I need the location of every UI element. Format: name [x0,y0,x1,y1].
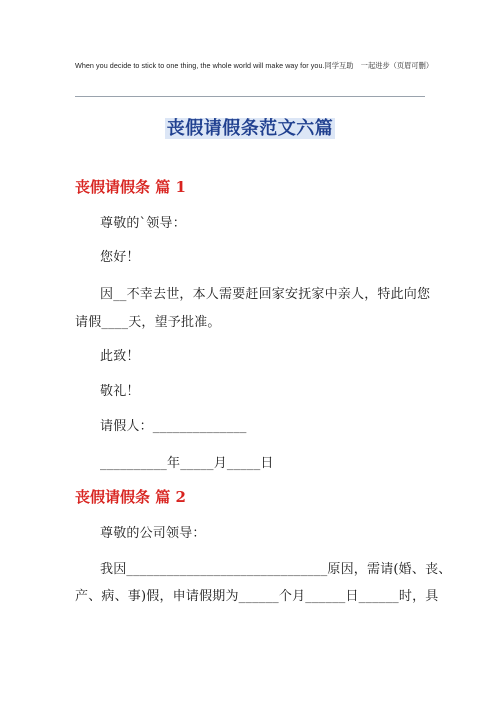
date-line: __________年_____月_____日 [100,456,274,471]
section-heading-2: 丧假请假条 篇 2 [75,488,186,506]
header-divider [75,96,425,97]
section-heading-1: 丧假请假条 篇 1 [75,178,186,196]
body-line-2: 请假____天，望予批准。 [75,315,221,330]
body-line-1: 因__不幸去世，本人需要赶回家安抚家中亲人，特此向您 [100,287,431,302]
closing-line-1: 此致！ [100,349,140,364]
closing-line-2: 敬礼！ [100,384,140,399]
page-header-text: When you decide to stick to one thing, the whole world will make way for you.同学互助 一起进步（页眉可删） [75,61,434,70]
applicant-signature-line: 请假人：______________ [100,419,247,434]
document-title-text: 丧假请假条范文六篇 [166,118,334,139]
salutation-1: 尊敬的`领导： [100,216,186,231]
document-title [0,114,500,140]
body-line-4: 产、病、事)假，申请假期为______个月______日______时，具 [75,589,439,604]
salutation-2: 尊敬的公司领导： [100,526,206,541]
greeting-line: 您好！ [100,250,140,265]
body-line-3: 我因______________________________原因，需请(婚、丧、 [100,562,452,577]
